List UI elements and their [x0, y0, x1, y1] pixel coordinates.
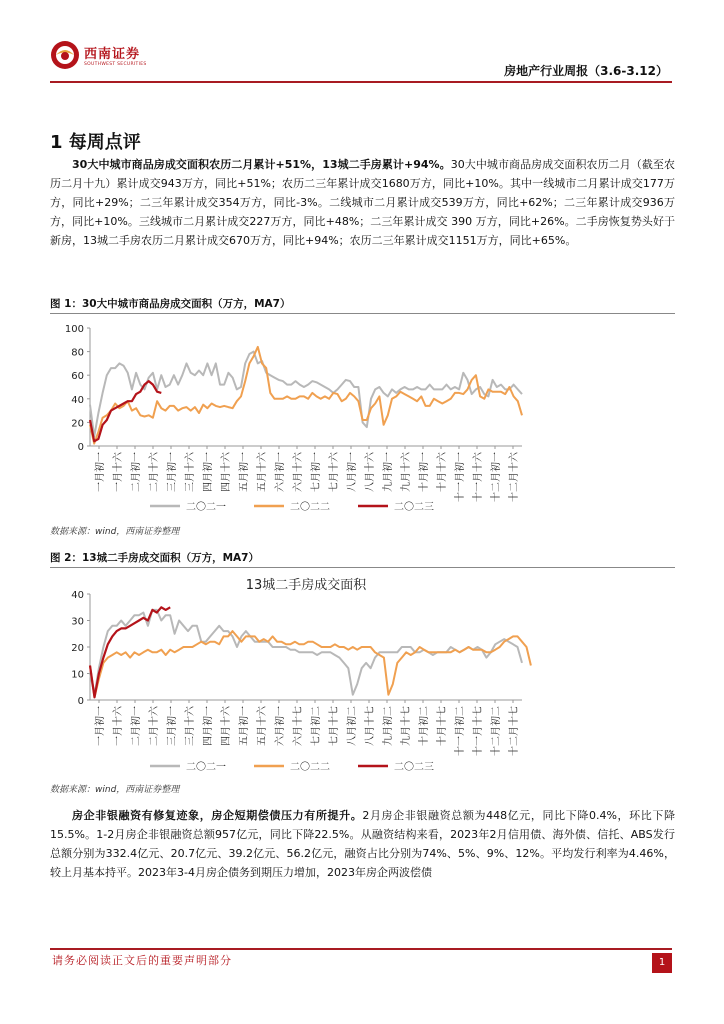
company-logo [50, 40, 147, 70]
y-tick-label: 80 [71, 347, 84, 359]
page-number: 1 [652, 953, 672, 973]
x-tick-label: 七月初二 [311, 706, 322, 746]
y-tick-label: 40 [71, 394, 84, 406]
x-tick-label: 十二月十六 [509, 452, 520, 502]
x-tick-label: 四月初一 [203, 452, 214, 492]
footer-disclaimer: 请务必阅读正文后的重要声明部分 [52, 954, 232, 967]
logo-english: SOUTHWEST SECURITIES [84, 62, 147, 67]
header-divider [50, 81, 672, 83]
paragraph-2-body: 2月房企非银融资总额为448亿元，同比下降0.4%，环比下降15.5%。1-2月房企非银融资总额957亿元，同比下降22.5%。从融资结构来看，2023年2月信用债、海外债、信托、ABS发行总额分别为332.4亿元、20.7亿元、39.2亿元、56.2亿元，融资占比分别为74%、5%、9%、12%。平均发行利率为4.46%，较上月基本持平。2023年3-4月房企债务到期压力增加，2023年房企两波偿债 [50, 809, 675, 879]
series-line-二〇二三 [90, 381, 161, 441]
paragraph-1 [50, 155, 675, 250]
paragraph-2 [50, 806, 675, 882]
y-tick-label: 20 [71, 418, 84, 430]
y-tick-label: 30 [71, 616, 84, 628]
figure-1-title: 图 1：30大中城市商品房成交面积（万方，MA7） [50, 298, 291, 310]
x-tick-label: 二月十六 [149, 452, 160, 492]
legend-label: 二〇二一 [186, 502, 226, 513]
paragraph-1-lead: 30大中城市商品房成交面积农历二月累计+51%，13城二手房累计+94%。 [72, 158, 451, 171]
x-tick-label: 八月初一 [347, 452, 358, 492]
legend-label: 二〇二二 [290, 502, 330, 513]
figure-2-title: 图 2：13城二手房成交面积（万方，MA7） [50, 552, 259, 564]
x-tick-label: 三月十六 [185, 452, 196, 492]
x-tick-label: 六月十六 [293, 452, 304, 492]
series-line-二〇二一 [90, 352, 522, 437]
x-tick-label: 十一月初一 [455, 452, 466, 502]
x-tick-label: 十月初一 [419, 452, 430, 492]
y-tick-label: 100 [64, 324, 84, 335]
x-tick-label: 一月十六 [113, 706, 124, 746]
figure-2-chart [50, 572, 675, 777]
x-tick-label: 八月十七 [365, 706, 376, 746]
chart-title: 13城二手房成交面积 [245, 578, 367, 593]
footer-divider [50, 948, 672, 950]
paragraph-1-body: 30大中城市商品房成交面积农历二月（截至农历二月十九）累计成交943万方，同比+51%；农历二三年累计成交1680万方，同比+10%。其中一线城市二月累计成交177万方，同比+29%；二三年累计成交354万方，同比-3%。二线城市二月累计成交539万方，同比+62%；二三年累计成交936万方，同比+10%。三线城市二月累计成交227万方，同比+48%；二三年累计成交 390 万方，同比+26%。二手房恢复势头好于新房，13城二手房农历二月累计成交670万方，同比+94%；农历二三年累计成交1151万方，同比+65%。 [50, 158, 675, 247]
y-tick-label: 40 [71, 590, 84, 601]
x-tick-label: 四月初一 [203, 706, 214, 746]
x-tick-label: 十一月十七 [473, 706, 484, 756]
x-tick-label: 十一月十六 [473, 452, 484, 502]
x-tick-label: 十一月初二 [455, 706, 466, 756]
x-tick-label: 一月十六 [113, 452, 124, 492]
x-tick-label: 三月初一 [167, 452, 178, 492]
logo-chinese: 西南证券 [84, 47, 141, 62]
x-tick-label: 二月十六 [149, 706, 160, 746]
x-tick-label: 十二月初一 [491, 452, 502, 502]
legend-label: 二〇二三 [394, 502, 434, 513]
y-tick-label: 0 [77, 442, 84, 453]
figure-2-source: 数据来源：wind，西南证券整理 [50, 785, 180, 795]
x-tick-label: 六月十七 [293, 706, 304, 746]
paragraph-2-lead: 房企非银融资有修复迹象，房企短期偿债压力有所提升。 [72, 809, 363, 822]
x-tick-label: 十月初二 [419, 706, 430, 746]
x-tick-label: 九月初二 [383, 706, 394, 746]
x-tick-label: 七月初一 [311, 452, 322, 492]
x-tick-label: 四月十六 [221, 452, 232, 492]
x-tick-label: 十月十七 [437, 706, 448, 746]
x-tick-label: 九月十六 [401, 452, 412, 492]
series-line-二〇二二 [90, 347, 522, 444]
x-tick-label: 八月十六 [365, 452, 376, 492]
x-tick-label: 一月初一 [95, 706, 106, 746]
x-tick-label: 十月十六 [437, 452, 448, 492]
x-tick-label: 七月十六 [329, 452, 340, 492]
figure-2-rule [50, 567, 675, 568]
legend-label: 二〇二一 [186, 762, 226, 773]
x-tick-label: 九月初一 [383, 452, 394, 492]
x-tick-label: 十二月初二 [491, 706, 502, 756]
x-tick-label: 八月初二 [347, 706, 358, 746]
figure-1-chart [50, 318, 675, 514]
x-tick-label: 三月十六 [185, 706, 196, 746]
y-tick-label: 0 [77, 696, 84, 707]
x-tick-label: 四月十六 [221, 706, 232, 746]
legend-label: 二〇二二 [290, 762, 330, 773]
x-tick-label: 五月十六 [257, 452, 268, 492]
logo-mark-icon [50, 40, 80, 70]
x-tick-label: 六月初一 [275, 452, 286, 492]
y-tick-label: 60 [71, 371, 84, 383]
section-title: 1 每周点评 [50, 132, 141, 153]
y-tick-label: 10 [71, 669, 84, 681]
x-tick-label: 二月初一 [131, 452, 142, 492]
series-line-二〇二二 [90, 631, 531, 697]
figure-1-rule [50, 313, 675, 314]
x-tick-label: 一月初一 [95, 452, 106, 492]
x-tick-label: 六月初一 [275, 706, 286, 746]
x-tick-label: 三月初一 [167, 706, 178, 746]
x-tick-label: 二月初一 [131, 706, 142, 746]
y-tick-label: 20 [71, 643, 84, 654]
legend-label: 二〇二三 [394, 762, 434, 773]
x-tick-label: 七月十七 [329, 706, 340, 746]
x-tick-label: 十二月十七 [509, 706, 520, 756]
x-tick-label: 五月十六 [257, 706, 268, 746]
report-title: 房地产行业周报（3.6-3.12） [504, 64, 668, 78]
x-tick-label: 五月初一 [239, 706, 250, 746]
x-tick-label: 九月十七 [401, 706, 412, 746]
figure-1-source: 数据来源：wind，西南证券整理 [50, 527, 180, 537]
x-tick-label: 五月初一 [239, 452, 250, 492]
